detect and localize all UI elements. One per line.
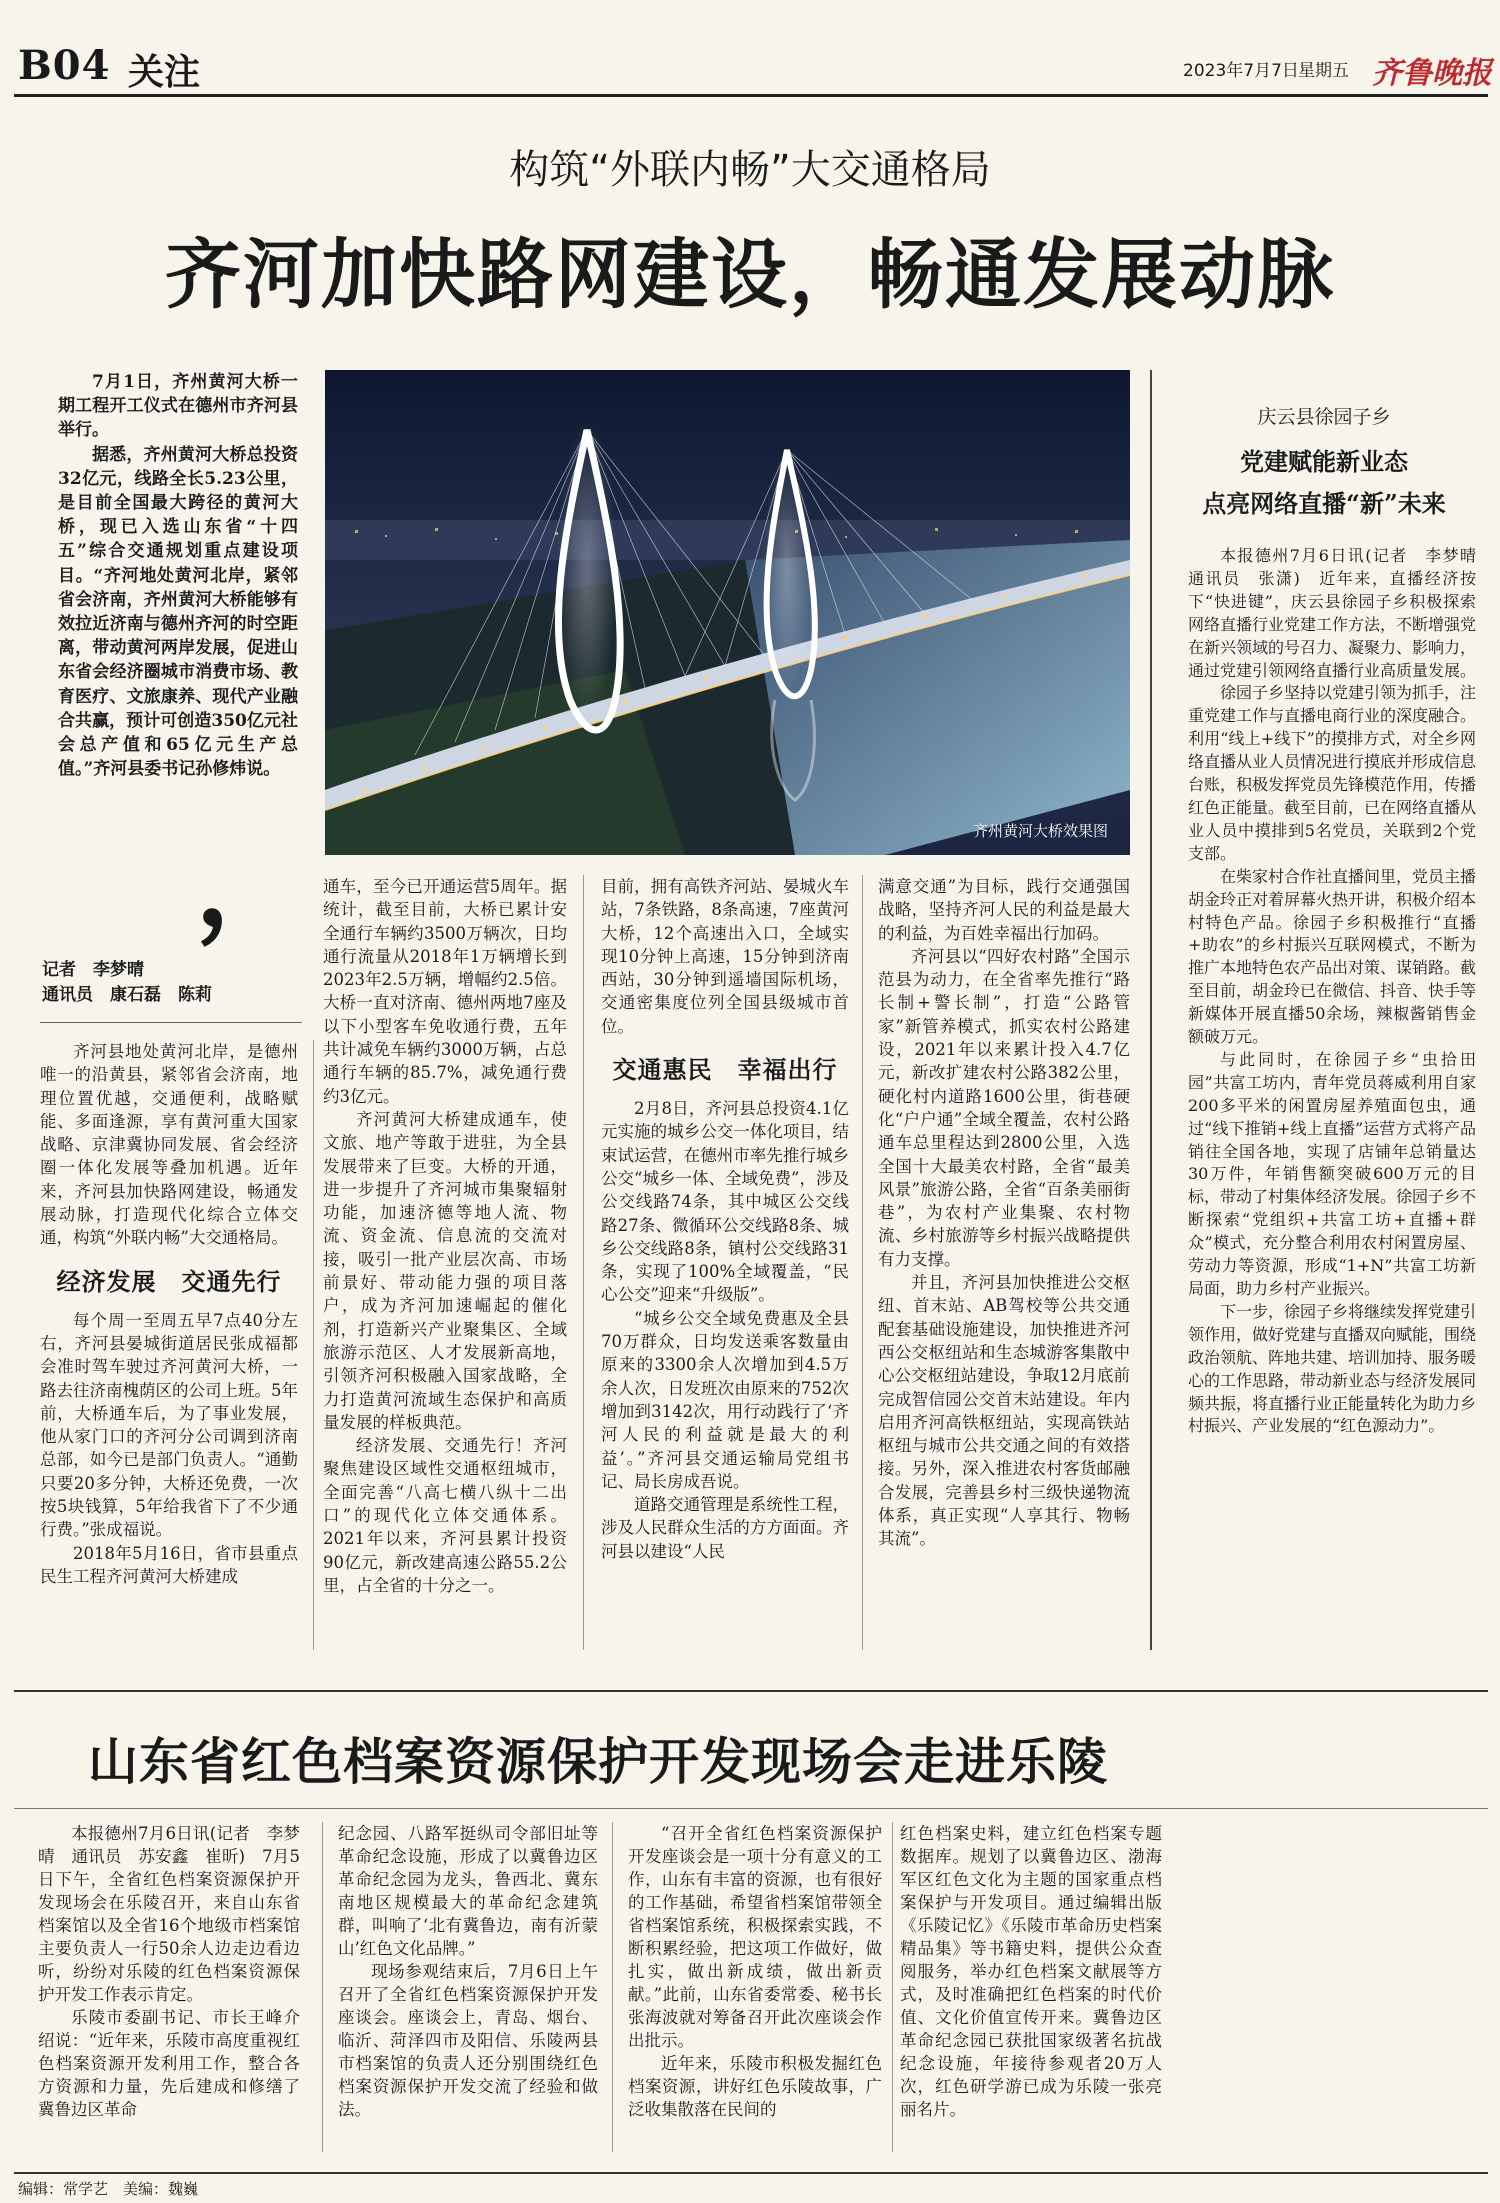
body-para: 齐河黄河大桥建成通车，使文旅、地产等敢于进驻，为全县发展带来了巨变。大桥的开通，进一步提升了齐河城市集聚辐射功能，加速济德等地人流、物流、资金流、信息流的交流对接，吸引一批产业层次高、市场前景好、带动能力强的项目落户，成为齐河加速崛起的催化剂，打造新兴产业聚集区、全域旅游示范区、人才发展新高地，引领齐河积极融入国家战略，全力打造黄河流域生态保护和高质量发展的样板典范。 bbox=[323, 1109, 567, 1432]
col-divider bbox=[583, 875, 584, 1650]
issue-weekday: 星期五 bbox=[1298, 61, 1349, 81]
photo-caption: 齐州黄河大桥效果图 bbox=[972, 822, 1108, 840]
bottom-col-3 bbox=[628, 1822, 882, 2121]
section-rule bbox=[14, 1690, 1488, 1692]
body-para: 乐陵市委副书记、市长王峰介绍说：“近年来，乐陵市高度重视红色档案资源开发利用工作，整合各方资源和力量，先后建成和修缮了冀鲁边区革命 bbox=[38, 2008, 300, 2119]
paper-logo: 齐鲁晚报 bbox=[1372, 56, 1492, 91]
bottom-col-4 bbox=[900, 1822, 1162, 2121]
subhead-economy: 经济发展 交通先行 bbox=[56, 1267, 282, 1296]
lead-kicker: 构筑“外联内畅”大交通格局 bbox=[509, 147, 991, 193]
body-para: 在柴家村合作社直播间里，党员主播胡金玲正对着屏幕火热开讲，积极介绍本村特色产品。徐园子乡积极推行“直播+助农”的乡村振兴互联网模式，不断为推广本地特色农产品出对策、谋销路。截至目前，胡金玲已在微信、抖音、快手等新媒体开展直播50余场，辣椒酱销售金额破万元。 bbox=[1188, 866, 1477, 1047]
lead-summary bbox=[58, 370, 298, 781]
summary-para: 据悉，齐州黄河大桥总投资32亿元，线路全长5.23公里，是目前全国最大跨径的黄河大桥，现已入选山东省“十四五”综合交通规划重点建设项目。“齐河地处黄河北岸，紧邻省会济南，齐州黄河大桥能够有效拉近济南与德州齐河的时空距离，带动黄河两岸发展，促进山东省会经济圈城市消费市场、教育医疗、文旅康养、现代产业融合共赢，预计可创造350亿元社会总产值和65亿元生产总值。”齐河县委书记孙修炜说。 bbox=[58, 444, 298, 780]
col-divider bbox=[322, 1822, 323, 2152]
body-para: 下一步，徐园子乡将继续发挥党建引领作用，做好党建与直播双向赋能，围绕政治领航、阵地共建、培训加持、服务暖心的工作思路，带动新业态与经济发展同频共振，将直播行业正能量转化为助力乡村振兴、产业发展的“红色源动力”。 bbox=[1188, 1301, 1477, 1436]
body-para: “召开全省红色档案资源保护开发座谈会是一项十分有意义的工作，山东有丰富的资源，也有很好的工作基础，希望省档案馆带领全省档案馆系统，积极探索实践，不断积累经验，把这项工作做好，做扎实，做出新成绩，做出新贡献。”此前，山东省委常委、秘书长张海波就对筹备召开此次座谈会作出批示。 bbox=[628, 1824, 882, 2050]
side-divider bbox=[1150, 370, 1152, 1650]
lead-headline: 齐河加快路网建设，畅通发展动脉 bbox=[165, 230, 1335, 319]
body-para: 现场参观结束后，7月6日上午召开了全省红色档案资源保护开发座谈会。座谈会上，青岛、烟台、临沂、菏泽四市及阳信、乐陵两县市档案馆的负责人还分别围绕红色档案资源保护开发交流了经验和做法。 bbox=[338, 1962, 598, 2119]
bottom-rule bbox=[14, 1808, 1488, 1809]
section-name: 关注 bbox=[128, 51, 201, 93]
body-para: 满意交通”为目标，践行交通强国战略，坚持齐河人民的利益是最大的利益，为百姓幸福出行加码。 bbox=[878, 877, 1130, 943]
body-para: 齐河县地处黄河北岸，是德州唯一的沿黄县，紧邻省会济南，地理位置优越，交通便利，战略赋能、多面逢源，享有黄河重大国家战略、京津冀协同发展、省会经济圈一体化发展等叠加机遇。近年来，齐河县加快路网建设，畅通发展动脉，打造现代化综合立体交通，构筑“外联内畅”大交通格局。 bbox=[40, 1042, 298, 1248]
body-para: 道路交通管理是系统性工程，涉及人民群众生活的方方面面。齐河县以建设“人民 bbox=[601, 1495, 849, 1561]
lead-col-3 bbox=[601, 875, 849, 1563]
side-headline-2: 点亮网络直播“新”未来 bbox=[1202, 489, 1446, 518]
issue-date: 2023年7月7日 bbox=[1183, 61, 1299, 81]
lead-col-1 bbox=[40, 1040, 298, 1588]
footer-rule bbox=[14, 2172, 1488, 2174]
page-code: B04 bbox=[18, 42, 111, 89]
body-para: 与此同时，在徐园子乡“虫拾田园”共富工坊内，青年党员蒋威利用自家200多平米的闲置房屋养殖面包虫，通过“线下推销+线上直播”运营方式将产品销往全国各地，实现了店铺年总销量达30万件，年销售额突破600万元的目标，带动了村集体经济发展。徐园子乡不断探索“党组织+共富工坊+直播+群众”模式，充分整合利用农村闲置房屋、劳动力等资源，形成“1+N”共富工坊新局面，助力乡村产业振兴。 bbox=[1188, 1049, 1477, 1298]
lead-col-2 bbox=[323, 875, 567, 1597]
body-para: 并且，齐河县加快推进公交枢纽、首末站、AB驾校等公共交通配套基础设施建设，加快推进齐河西公交枢纽站和生态城游客集散中心公交枢纽站建设，争取12月底前完成智信园公交首末站建设。年内启用齐河高铁枢纽站，实现高铁站枢纽与城市公共交通之间的有效搭接。另外，深入推进农村客货邮融合发展，完善县乡村三级快递物流体系，真正实现“人享其行、物畅其流”。 bbox=[878, 1273, 1130, 1549]
side-kicker: 庆云县徐园子乡 bbox=[1257, 406, 1391, 428]
body-para: “城乡公交全域免费惠及全县70万群众，日均发送乘客数量由原来的3300余人次增加到4.5万余人次，日发班次由原来的752次增加到3142次，用行动践行了‘齐河人民的利益就是最大的利益’。”齐河县交通运输局党组书记、局长房成吾说。 bbox=[601, 1308, 849, 1491]
body-para: 徐园子乡坚持以党建引领为抓手，注重党建工作与直播电商行业的深度融合。利用“线上+线下”的摸排方式，对全乡网络直播从业人员情况进行摸底并形成信息台账，积极发挥党员先锋模范作用，传播红色正能量。截至目前，已在网络直播从业人员中摸排到5名党员，关联到2个党支部。 bbox=[1188, 683, 1477, 863]
summary-para: 7月1日，齐州黄河大桥一期工程开工仪式在德州市齐河县举行。 bbox=[58, 372, 298, 441]
bottom-headline: 山东省红色档案资源保护开发现场会走进乐陵 bbox=[88, 1732, 1108, 1791]
bottom-col-2 bbox=[338, 1822, 598, 2121]
col-divider bbox=[612, 1822, 613, 2152]
body-para: 近年来，乐陵市积极发掘红色档案资源，讲好红色乐陵故事，广泛收集散落在民间的 bbox=[628, 2054, 882, 2119]
side-headline-1: 党建赋能新业态 bbox=[1240, 447, 1408, 476]
byline-rule bbox=[40, 1022, 302, 1023]
col-divider bbox=[862, 875, 863, 1650]
body-para: 每个周一至周五早7点40分左右，齐河县晏城街道居民张成福都会准时驾车驶过齐河黄河大桥，一路去往济南槐荫区的公司上班。5年前，大桥通车后，为了事业发展，他从家门口的齐河分公司调到济南总部，如今已是部门负责人。“通勤只要20多分钟，大桥还免费，一次按5块钱算，5年给我省下了不少通行费。”张成福说。 bbox=[40, 1310, 298, 1540]
body-para: 2月8日，齐河县总投资4.1亿元实施的城乡公交一体化项目，结束试运营，在德州市率先推行城乡公交“城乡一体、全域免费”，涉及公交线路74条，其中城区公交线路27条、微循环公交线路8条、城乡公交线路8条，镇村公交线路31条，实现了100%全域覆盖，“民心公交”迎来“升级版”。 bbox=[601, 1099, 849, 1305]
bottom-col-1 bbox=[38, 1822, 300, 2121]
subhead-benefit: 交通惠民 幸福出行 bbox=[612, 1056, 838, 1085]
body-para: 经济发展、交通先行！齐河聚焦建设区域性交通枢纽城市，全面完善“八高七横八纵十二出口”的现代化立体交通体系。2021年以来，齐河县累计投资90亿元，新改建高速公路55.2公里，占全省的十分之一。 bbox=[323, 1436, 567, 1595]
body-para: 目前，拥有高铁齐河站、晏城火车站，7条铁路，8条高速，7座黄河大桥，12个高速出入口，全域实现10分钟上高速，15分钟到济南西站，30分钟到遥墙国际机场，交通密集度位列全国县级城市首位。 bbox=[601, 877, 849, 1036]
side-body bbox=[1188, 545, 1493, 1438]
col-divider bbox=[313, 1040, 314, 1650]
body-para: 本报德州7月6日讯(记者 李梦晴 通讯员 张潇) 近年来，直播经济按下“快进键”，庆云县徐园子乡积极探索网络直播行业党建工作方法，不断增强党在新兴领域的号召力、凝聚力、影响力，通过党建引领网络直播行业高质量发展。 bbox=[1188, 546, 1493, 680]
col-divider bbox=[892, 1822, 893, 2152]
body-para: 通车，至今已开通运营5周年。据统计，截至目前，大桥已累计安全通行车辆约3500万辆次，日均通行流量从2018年1万辆增长到2023年2.5万辆，增幅约2.5倍。大桥一直对济南、德州两地7座及以下小型客车免收通行费，五年共计减免车辆约3000万辆，占总通行车辆的85.7%，减免通行费约3亿元。 bbox=[323, 877, 567, 1106]
footer-editors: 编辑：常学艺 美编：魏巍 bbox=[18, 2180, 199, 2198]
body-para: 齐河县以“四好农村路”全国示范县为动力，在全省率先推行“路长制+警长制”，打造“公路管家”新管养模式，抓实农村公路建设，2021年以来累计投入4.7亿元，新改扩建农村公路382公里，硬化村内道路1600公里，街巷硬化“户户通”全域全覆盖，农村公路通车总里程达到2800公里，入选全国十大最美农村路，全省“最美风景”旅游公路，全省“百条美丽街巷”，为农村产业集聚、农村物流、乡村旅游等乡村振兴战略提供有力支撑。 bbox=[878, 946, 1130, 1269]
body-para: 2018年5月16日，省市县重点民生工程齐河黄河大桥建成 bbox=[40, 1543, 298, 1586]
body-para: 本报德州7月6日讯(记者 李梦晴 通讯员 苏安鑫 崔昕) 7月5日下午，全省红色档案资源保护开发现场会在乐陵召开，来自山东省档案馆以及全省16个地级市档案馆主要负责人一行50余人边走边看边听，纷纷对乐陵的红色档案资源保护开发工作表示肯定。 bbox=[38, 1824, 300, 2004]
masthead-rule bbox=[14, 94, 1488, 97]
quote-mark: ， bbox=[195, 820, 305, 949]
bridge-photo bbox=[325, 370, 1130, 855]
lead-col-4 bbox=[878, 875, 1130, 1551]
byline-reporter: 记者 李梦晴 bbox=[42, 960, 144, 980]
bridge-illustration bbox=[325, 370, 1130, 855]
body-para: 红色档案史料，建立红色档案专题数据库。规划了以冀鲁边区、渤海军区红色文化为主题的国家重点档案保护与开发项目。通过编辑出版《乐陵记忆》《乐陵市革命历史档案精品集》等书籍史料，提供公众查阅服务，举办红色档案文献展等方式，及时准确把红色档案的时代价值、文化价值宣传开来。冀鲁边区革命纪念园已获批国家级著名抗战纪念设施，年接待参观者20万人次，红色研学游已成为乐陵一张亮丽名片。 bbox=[900, 1824, 1162, 2119]
byline-correspondent: 通讯员 康石磊 陈莉 bbox=[42, 985, 212, 1005]
body-para: 纪念园、八路军挺纵司令部旧址等革命纪念设施，形成了以冀鲁边区革命纪念园为龙头，鲁西北、冀东南地区规模最大的革命纪念建筑群，叫响了‘北有冀鲁边，南有沂蒙山’红色文化品牌。” bbox=[338, 1824, 598, 1958]
